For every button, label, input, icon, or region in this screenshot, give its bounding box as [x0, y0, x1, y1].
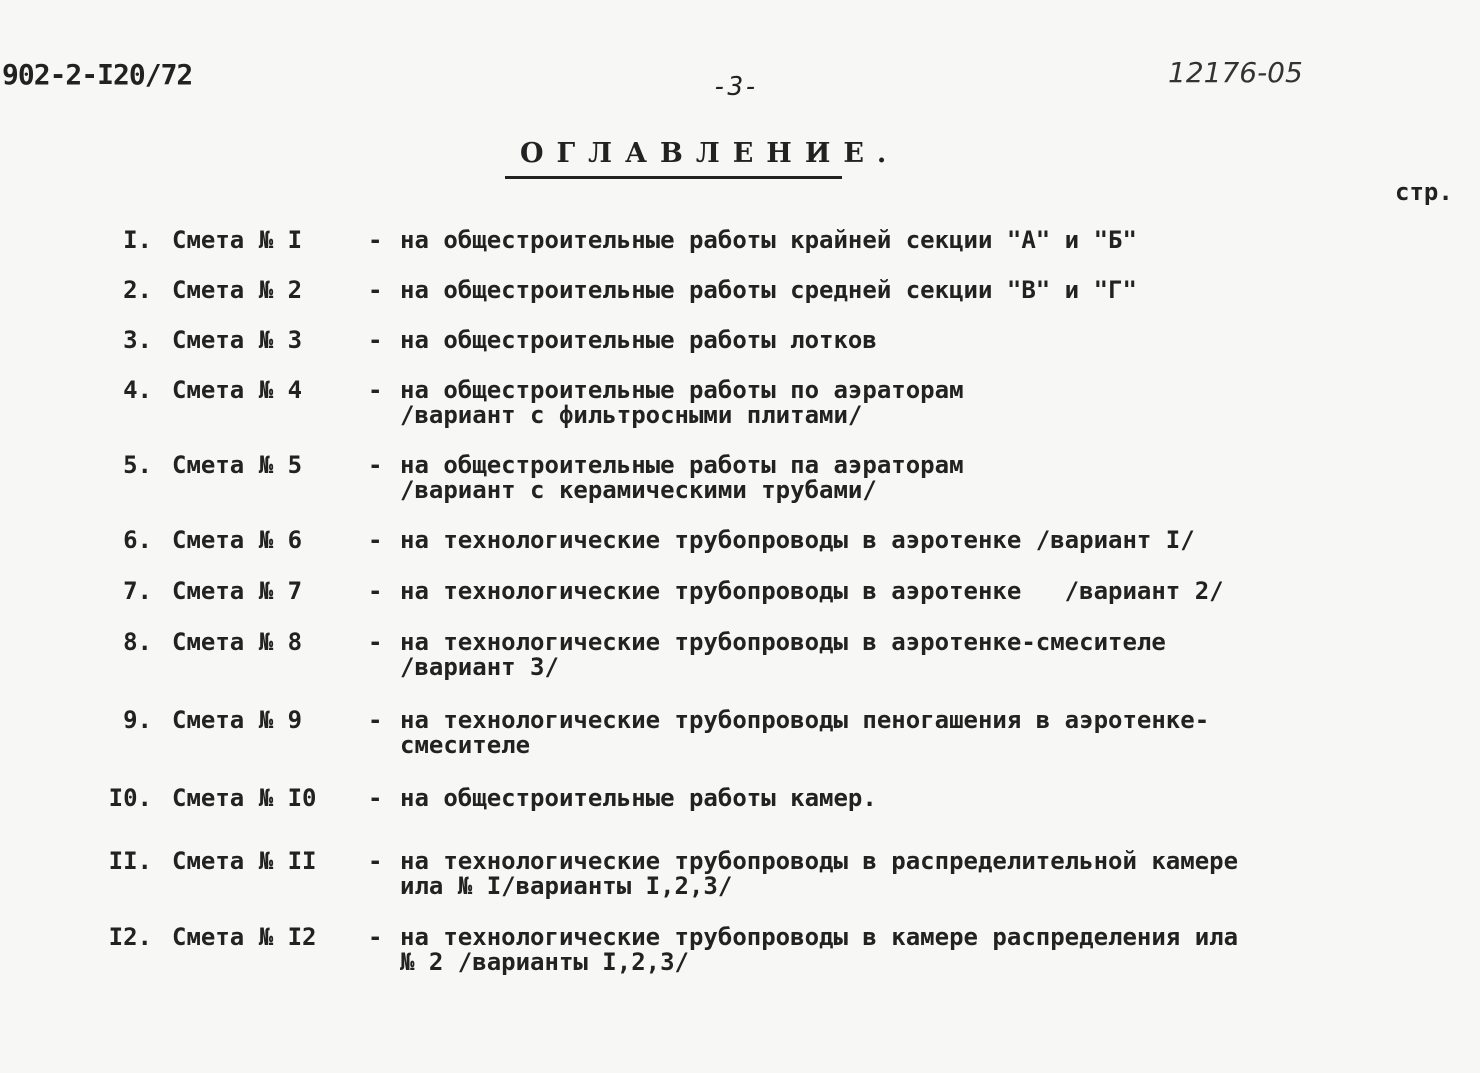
description-line: /вариант с фильтросными плитами/	[400, 401, 863, 429]
estimate-label: Смета № 9	[172, 706, 303, 734]
entry-dash: -	[368, 526, 383, 554]
entry-number: I0.	[108, 784, 152, 812]
estimate-label: Смета № 2	[172, 276, 303, 304]
estimate-label: Смета № 3	[172, 326, 303, 354]
description-line: на технологические трубопроводы в камере распределения ила	[400, 923, 1239, 951]
entry-dash: -	[368, 226, 383, 254]
page-title: ОГЛАВЛЕНИЕ.	[520, 138, 900, 169]
estimate-label: Смета № II	[172, 847, 317, 875]
description-line: на общестроительные работы па аэраторам	[400, 451, 964, 479]
entry-number: I2.	[108, 923, 152, 951]
entry-description	[400, 630, 1300, 680]
archive-code: 12176-05	[1168, 56, 1303, 89]
entry-description	[400, 708, 1300, 758]
entry-description	[400, 278, 1300, 303]
description-line: № 2 /варианты I,2,3/	[400, 948, 689, 976]
estimate-label: Смета № I	[172, 226, 303, 254]
description-line: на общестроительные работы по аэраторам	[400, 376, 964, 404]
entry-number: I.	[123, 226, 152, 254]
description-line: на общестроительные работы камер.	[400, 784, 877, 812]
estimate-label: Смета № 4	[172, 376, 303, 404]
entry-number: 4.	[123, 376, 152, 404]
description-line: ила № I/варианты I,2,3/	[400, 872, 733, 900]
estimate-label: Смета № 6	[172, 526, 303, 554]
entry-number: 8.	[123, 628, 152, 656]
description-line: /вариант 3/	[400, 653, 559, 681]
document-code: 902-2-I20/72	[2, 58, 193, 91]
description-line: на технологические трубопроводы в аэротенке-смесителе	[400, 628, 1166, 656]
description-line: на технологические трубопроводы в аэротенке /вариант I/	[400, 526, 1195, 554]
entry-dash: -	[368, 326, 383, 354]
estimate-label: Смета № 5	[172, 451, 303, 479]
entry-number: 6.	[123, 526, 152, 554]
estimate-label: Смета № 8	[172, 628, 303, 656]
entry-description	[400, 378, 1300, 428]
entry-dash: -	[368, 784, 383, 812]
page-column-header: стр.	[1395, 178, 1453, 206]
description-line: на общестроительные работы лотков	[400, 326, 877, 354]
description-line: на технологические трубопроводы в аэротенке /вариант 2/	[400, 577, 1224, 605]
entry-number: 5.	[123, 451, 152, 479]
entry-description	[400, 228, 1300, 253]
estimate-label: Смета № 7	[172, 577, 303, 605]
entry-description	[400, 786, 1300, 811]
entry-dash: -	[368, 451, 383, 479]
description-line: на общестроительные работы средней секции "В" и "Г"	[400, 276, 1137, 304]
entry-description	[400, 453, 1300, 503]
entry-dash: -	[368, 628, 383, 656]
entry-dash: -	[368, 923, 383, 951]
description-line: на технологические трубопроводы пеногашения в аэротенке-	[400, 706, 1210, 734]
estimate-label: Смета № I0	[172, 784, 317, 812]
estimate-label: Смета № I2	[172, 923, 317, 951]
entry-description	[400, 849, 1300, 899]
entry-dash: -	[368, 706, 383, 734]
entry-description	[400, 925, 1300, 975]
title-underline	[505, 176, 842, 179]
entry-dash: -	[368, 376, 383, 404]
entry-number: 2.	[123, 276, 152, 304]
description-line: смесителе	[400, 731, 531, 759]
entry-number: 3.	[123, 326, 152, 354]
entry-description	[400, 579, 1300, 604]
description-line: на общестроительные работы крайней секции "А" и "Б"	[400, 226, 1137, 254]
page-number: -3-	[712, 72, 759, 102]
description-line: /вариант с керамическими трубами/	[400, 476, 877, 504]
entry-description	[400, 528, 1300, 553]
description-line: на технологические трубопроводы в распределительной камере	[400, 847, 1239, 875]
entry-dash: -	[368, 276, 383, 304]
entry-number: 7.	[123, 577, 152, 605]
entry-dash: -	[368, 847, 383, 875]
entry-description	[400, 328, 1300, 353]
entry-dash: -	[368, 577, 383, 605]
entry-number: II.	[108, 847, 152, 875]
entry-number: 9.	[123, 706, 152, 734]
